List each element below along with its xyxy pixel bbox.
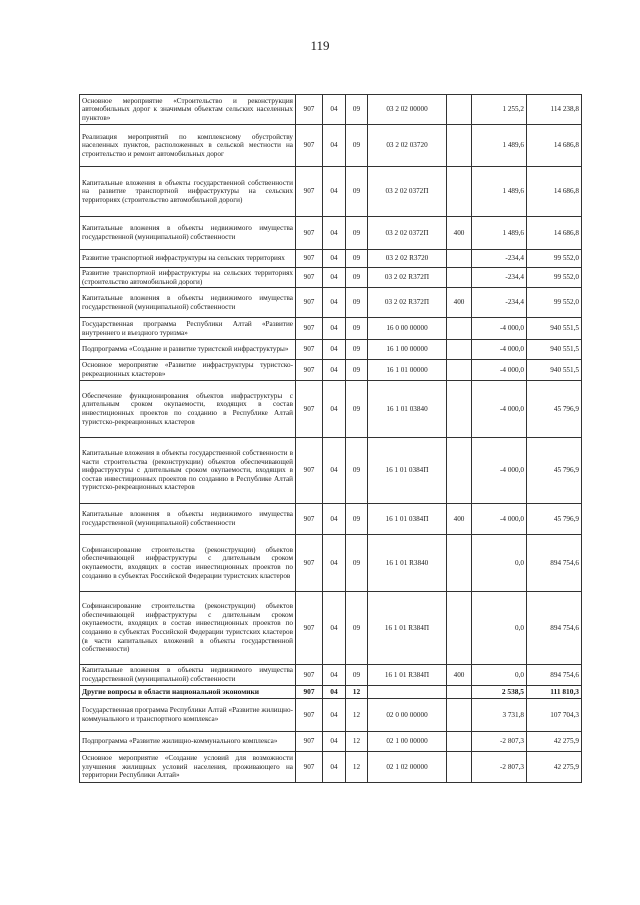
row-gr: 907 [296,340,323,360]
row-pr: 09 [346,438,368,504]
row-gr: 907 [296,592,323,665]
row-name: Государственная программа Республики Алтай «Развитие внутреннего и въездного туризма» [80,318,296,340]
table-row [80,686,582,699]
row-name: Подпрограмма «Развитие жилищно-коммунального комплекса» [80,732,296,752]
page-number: 119 [310,38,330,53]
row-sum-total: 45 796,9 [527,504,582,535]
row-vr [447,732,472,752]
row-rz: 04 [323,438,346,504]
row-gr: 907 [296,250,323,268]
row-gr: 907 [296,438,323,504]
row-vr [447,438,472,504]
row-sum-total: 14 686,8 [527,125,582,167]
row-pr: 09 [346,535,368,592]
row-vr [447,752,472,783]
row-sum-total: 99 552,0 [527,268,582,288]
row-sum-change: -2 807,3 [472,732,527,752]
row-sum-change: 0,0 [472,665,527,686]
row-pr: 12 [346,686,368,699]
row-vr: 400 [447,665,472,686]
row-rz: 04 [323,268,346,288]
row-csr: 03 2 02 0372П [368,167,447,217]
row-csr: 03 2 02 03720 [368,125,447,167]
row-name: Развитие транспортной инфраструктуры на сельских территориях [80,250,296,268]
row-vr [447,535,472,592]
row-sum-change: -4 000,0 [472,438,527,504]
row-name: Капитальные вложения в объекты государственной собственности на развитие транспортной инфраструктуры на сельских территориях (строительство автомобильной дороги) [80,167,296,217]
row-sum-total: 940 551,5 [527,360,582,381]
row-sum-change: 0,0 [472,535,527,592]
row-csr: 16 1 01 R384П [368,665,447,686]
row-sum-change: 1 489,6 [472,167,527,217]
table-row [80,732,582,752]
row-sum-change: -2 807,3 [472,752,527,783]
row-rz: 04 [323,340,346,360]
row-pr: 09 [346,268,368,288]
row-sum-total: 111 810,3 [527,686,582,699]
row-vr: 400 [447,288,472,318]
row-pr: 09 [346,504,368,535]
table-row [80,535,582,592]
row-gr: 907 [296,665,323,686]
table-row [80,250,582,268]
row-sum-change: 1 489,6 [472,125,527,167]
row-pr: 09 [346,95,368,125]
row-rz: 04 [323,318,346,340]
row-csr: 16 1 01 R384П [368,592,447,665]
row-sum-total: 42 275,9 [527,752,582,783]
row-csr: 03 2 02 R372П [368,288,447,318]
row-pr: 09 [346,250,368,268]
row-name: Основное мероприятие «Развитие инфраструктуры туристско-рекреационных кластеров» [80,360,296,381]
row-gr: 907 [296,288,323,318]
row-sum-total: 99 552,0 [527,250,582,268]
row-sum-total: 114 238,8 [527,95,582,125]
row-pr: 09 [346,318,368,340]
row-name: Развитие транспортной инфраструктуры на сельских территориях (строительство автомобильной дороги) [80,268,296,288]
row-pr: 09 [346,340,368,360]
row-rz: 04 [323,167,346,217]
row-gr: 907 [296,686,323,699]
row-pr: 12 [346,699,368,732]
row-gr: 907 [296,535,323,592]
row-csr: 02 1 02 00000 [368,752,447,783]
row-sum-change: -4 000,0 [472,318,527,340]
row-sum-change: 1 255,2 [472,95,527,125]
row-sum-total: 99 552,0 [527,288,582,318]
row-name: Капитальные вложения в объекты государственной собственности в части строительства (реконструкции) объектов обеспечивающей инфраструктуры с длительным сроком окупаемости, входящих в состав инвестиционных проектов по созданию в Республике Алтай туристско-рекреационных кластеров [80,438,296,504]
row-sum-total: 894 754,6 [527,665,582,686]
row-gr: 907 [296,217,323,250]
row-csr: 16 1 01 03840 [368,381,447,438]
row-gr: 907 [296,381,323,438]
row-sum-total: 940 551,5 [527,340,582,360]
row-csr: 16 1 01 0384П [368,438,447,504]
row-rz: 04 [323,250,346,268]
row-gr: 907 [296,125,323,167]
row-rz: 04 [323,504,346,535]
row-csr: 16 1 01 0384П [368,504,447,535]
table-row [80,360,582,381]
row-name: Основное мероприятие «Строительство и реконструкция автомобильных дорог к значимым объектам сельских населенных пунктов» [80,95,296,125]
row-csr: 03 2 02 00000 [368,95,447,125]
row-vr [447,250,472,268]
row-sum-change: -234,4 [472,250,527,268]
table-row [80,268,582,288]
row-pr: 09 [346,360,368,381]
table-row [80,665,582,686]
table-row [80,340,582,360]
row-sum-change: -234,4 [472,288,527,318]
row-sum-total: 894 754,6 [527,535,582,592]
row-rz: 04 [323,360,346,381]
row-sum-total: 42 275,9 [527,732,582,752]
row-pr: 09 [346,592,368,665]
row-gr: 907 [296,504,323,535]
row-sum-change: 3 731,8 [472,699,527,732]
row-pr: 12 [346,752,368,783]
table-row [80,318,582,340]
row-gr: 907 [296,318,323,340]
row-pr: 09 [346,665,368,686]
row-vr [447,699,472,732]
row-gr: 907 [296,268,323,288]
row-name: Реализация мероприятий по комплексному обустройству населенных пунктов, расположенных в сельской местности на строительство и ремонт автомобильных дорог [80,125,296,167]
row-rz: 04 [323,686,346,699]
row-csr: 02 1 00 00000 [368,732,447,752]
row-sum-change: 2 538,5 [472,686,527,699]
table-row [80,167,582,217]
row-sum-change: -4 000,0 [472,360,527,381]
row-sum-change: 1 489,6 [472,217,527,250]
row-vr [447,95,472,125]
row-vr: 400 [447,504,472,535]
row-sum-total: 45 796,9 [527,381,582,438]
row-rz: 04 [323,752,346,783]
row-vr [447,686,472,699]
row-vr: 400 [447,217,472,250]
row-pr: 12 [346,732,368,752]
row-vr [447,592,472,665]
row-sum-total: 107 704,3 [527,699,582,732]
row-rz: 04 [323,699,346,732]
row-pr: 09 [346,288,368,318]
row-pr: 09 [346,217,368,250]
row-name: Обеспечение функционирования объектов инфраструктуры с длительным сроком окупаемости, входящих в состав инвестиционных проектов по созданию в Республике Алтай туристско-рекреационных кластеров [80,381,296,438]
row-csr: 16 1 01 R3840 [368,535,447,592]
row-name: Основное мероприятие «Создание условий для возможности улучшения жилищных условий населения, проживающего на территории Республики Алтай» [80,752,296,783]
row-sum-change: 0,0 [472,592,527,665]
row-name: Другие вопросы в области национальной экономики [80,686,296,699]
row-rz: 04 [323,381,346,438]
row-name: Подпрограмма «Создание и развитие туристской инфраструктуры» [80,340,296,360]
row-rz: 04 [323,732,346,752]
row-name: Капитальные вложения в объекты недвижимого имущества государственной (муниципальной) собственности [80,217,296,250]
row-name: Софинансирование строительства (реконструкции) объектов обеспечивающей инфраструктуры с длительным сроком окупаемости, входящих в состав инвестиционных проектов по созданию в субъектах Российской Федерации туристских кластеров [80,535,296,592]
table-row [80,699,582,732]
row-sum-total: 45 796,9 [527,438,582,504]
row-rz: 04 [323,125,346,167]
row-gr: 907 [296,699,323,732]
row-pr: 09 [346,125,368,167]
row-sum-change: -4 000,0 [472,381,527,438]
row-pr: 09 [346,167,368,217]
row-rz: 04 [323,95,346,125]
row-rz: 04 [323,288,346,318]
row-csr: 03 2 02 R372П [368,268,447,288]
row-gr: 907 [296,752,323,783]
row-vr [447,167,472,217]
table-row [80,95,582,125]
row-name: Капитальные вложения в объекты недвижимого имущества государственной (муниципальной) собственности [80,288,296,318]
table-row [80,438,582,504]
table-row [80,125,582,167]
row-sum-total: 940 551,5 [527,318,582,340]
row-vr [447,360,472,381]
row-gr: 907 [296,95,323,125]
row-name: Капитальные вложения в объекты недвижимого имущества государственной (муниципальной) собственности [80,504,296,535]
row-csr: 16 0 00 00000 [368,318,447,340]
table-row [80,752,582,783]
row-rz: 04 [323,535,346,592]
row-csr [368,686,447,699]
row-rz: 04 [323,217,346,250]
row-csr: 16 1 01 00000 [368,360,447,381]
row-rz: 04 [323,665,346,686]
table-row [80,381,582,438]
row-rz: 04 [323,592,346,665]
row-name: Софинансирование строительства (реконструкции) объектов обеспечивающей инфраструктуры с длительным сроком окупаемости, входящих в состав инвестиционных проектов по созданию в субъектах Российской Федерации туристских кластеров (в части капитальных вложений в объекты государственной собственности) [80,592,296,665]
row-vr [447,268,472,288]
table-row [80,288,582,318]
row-gr: 907 [296,360,323,381]
row-pr: 09 [346,381,368,438]
budget-table [79,94,582,783]
row-csr: 02 0 00 00000 [368,699,447,732]
table-row [80,504,582,535]
row-vr [447,318,472,340]
row-sum-total: 894 754,6 [527,592,582,665]
row-sum-total: 14 686,8 [527,167,582,217]
row-name: Капитальные вложения в объекты недвижимого имущества государственной (муниципальной) собственности [80,665,296,686]
table-row [80,217,582,250]
row-gr: 907 [296,732,323,752]
row-name: Государственная программа Республики Алтай «Развитие жилищно-коммунального и транспортного комплекса» [80,699,296,732]
row-sum-change: -4 000,0 [472,504,527,535]
row-gr: 907 [296,167,323,217]
row-sum-change: -4 000,0 [472,340,527,360]
row-vr [447,125,472,167]
row-csr: 03 2 02 R3720 [368,250,447,268]
row-csr: 16 1 00 00000 [368,340,447,360]
table-row [80,592,582,665]
row-sum-total: 14 686,8 [527,217,582,250]
row-vr [447,340,472,360]
row-csr: 03 2 02 0372П [368,217,447,250]
row-vr [447,381,472,438]
row-sum-change: -234,4 [472,268,527,288]
